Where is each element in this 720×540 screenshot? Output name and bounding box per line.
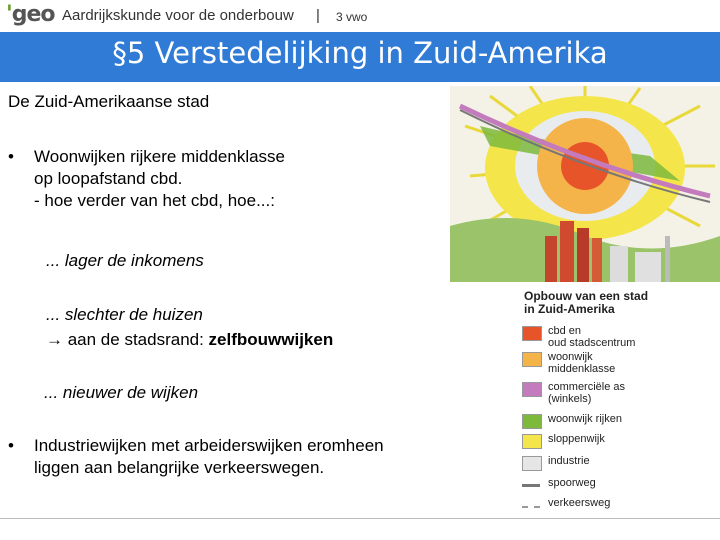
legend-label: commerciële as (winkels) [548,381,626,405]
railway-line-icon [522,484,540,487]
legend-label: verkeersweg [548,497,611,509]
sub-item-stadsrand: → aan de stadsrand: zelfbouwwijken [46,330,334,349]
map-legend [508,288,658,514]
bullet-dot: • [8,147,14,166]
course-title: Aardrijkskunde voor de onderbouw [62,7,294,24]
bullet-line: op loopafstand cbd. [34,169,183,188]
legend-swatch [522,456,542,471]
legend-swatch [522,382,542,397]
slide-title: §5 Verstedelijking in Zuid-Amerika [112,36,608,70]
footer-divider [0,518,720,519]
bullet-dot: • [8,436,14,455]
header-bar [0,0,720,32]
bullet-line: Industriewijken met arbeiderswijken eromheen [34,436,384,455]
legend-swatch [522,326,542,341]
arrow-icon: → [46,330,63,349]
legend-label: woonwijk rijken [548,413,622,425]
sub-item-nieuwer: ... nieuwer de wijken [44,383,199,402]
geo-logo: 'geo [6,2,55,27]
legend-label: spoorweg [548,477,596,489]
header-separator: | [316,7,320,24]
legend-label: woonwijk middenklasse [548,351,616,375]
legend-swatch [522,434,542,449]
sub-item-slechter: ... slechter de huizen [46,305,203,324]
legend-label: cbd en oud stadscentrum [548,325,636,349]
legend-label: industrie [548,455,590,467]
slide-subtitle: De Zuid-Amerikaanse stad [8,92,210,111]
legend-label: sloppenwijk [548,433,605,445]
legend-swatch [522,414,542,429]
sub-item-lager: ... lager de inkomens [46,251,204,270]
course-level: 3 vwo [336,10,368,24]
city-model-illustration [450,86,720,282]
bullet-line: Woonwijken rijkere middenklasse [34,147,286,166]
bullet-line: liggen aan belangrijke verkeerswegen. [34,458,325,477]
legend-swatch [522,352,542,367]
bullet-line: - hoe verder van het cbd, hoe...: [34,191,275,210]
road-line-icon [522,506,540,508]
zelfbouwwijken-term: zelfbouwwijken [208,330,334,349]
legend-title: Opbouw van een stad in Zuid-Amerika [524,289,649,316]
